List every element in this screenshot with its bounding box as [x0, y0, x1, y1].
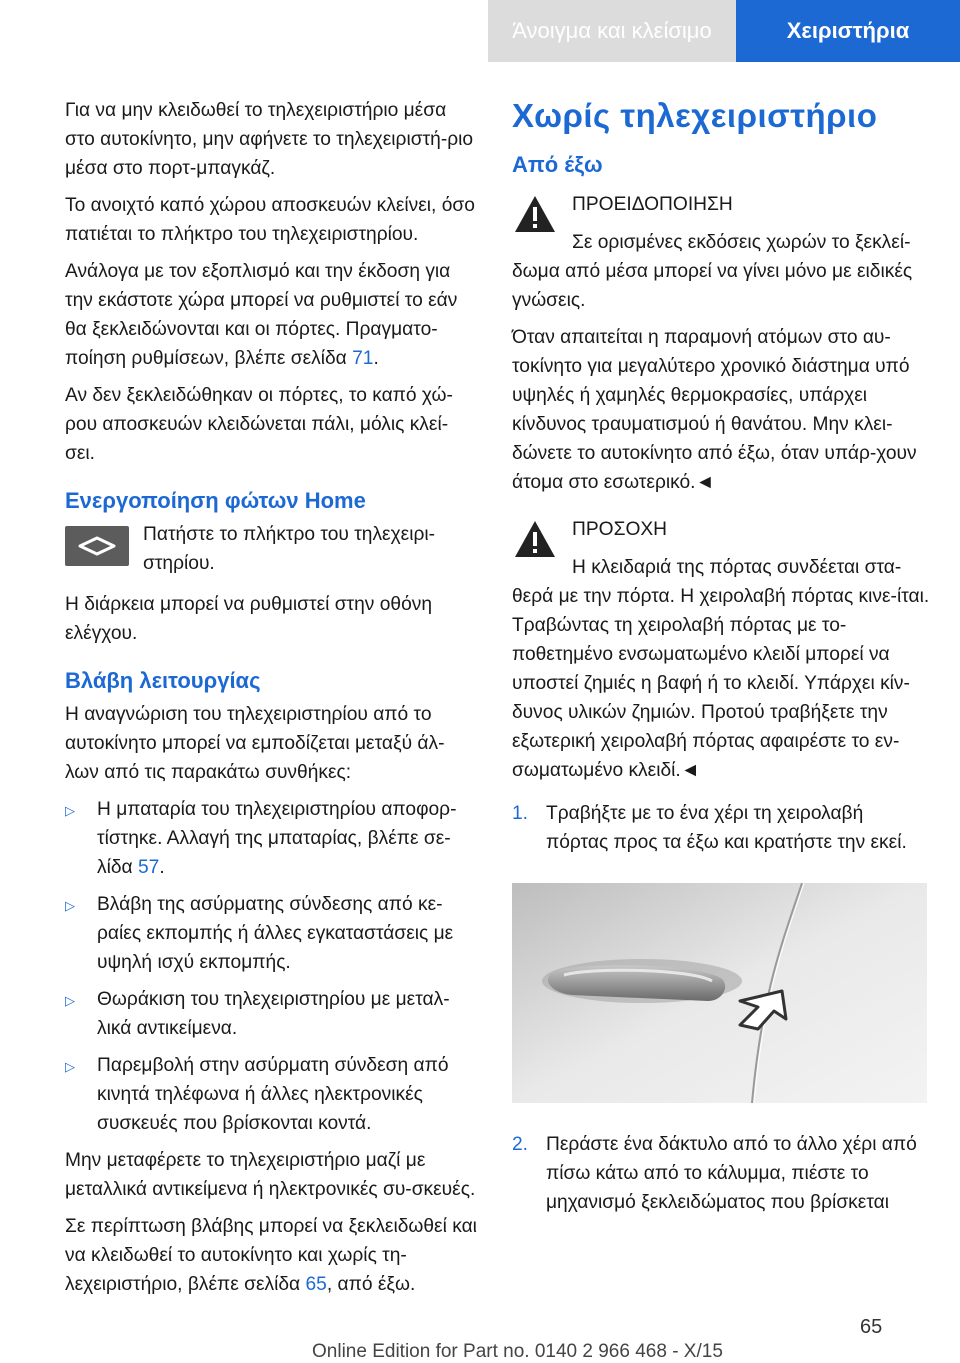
page-title: Χωρίς τηλεχειριστήριο — [512, 97, 878, 134]
list-item: ▷ Θωράκιση του τηλεχειριστηρίου με μεταλ-λικά αντικείμενα. — [65, 985, 477, 1043]
heading-home-lights: Ενεργοποίηση φώτων Home — [65, 488, 366, 513]
bullet-triangle-icon: ▷ — [65, 898, 75, 913]
heading-malfunction: Βλάβη λειτουργίας — [65, 668, 261, 693]
list-item: ▷ Παρεμβολή στην ασύρματη σύνδεση από κινητά τηλέφωνα ή άλλες ηλεκτρονικές συσκευές που βρίσκονται κοντά. — [65, 1051, 477, 1138]
caution-text: Η κλειδαριά της πόρτας συνδέεται στα-θερά με την πόρτα. Η χειρολαβή πόρτας κινε-ίται. Τραβώντας τη χειρολαβή πόρτας με το-ποθετημένο ενσωματωμένο κλειδί μπορεί να υποστεί ζημιές η βαφή ή το κλειδί. Υπάρχει κίν-δυνος υλικών ζημιών. Προτού τραβήξετε την εξωτερική χειρολαβή πόρτας αφαιρέστε το εν-σωματωμένο κλειδί.◄ — [512, 557, 930, 781]
paragraph: Το ανοιχτό καπό χώρου αποσκευών κλείνει, όσο πατιέται το πλήκτρο του τηλεχειριστηρίου. — [65, 195, 475, 245]
paragraph: Σε περίπτωση βλάβης μπορεί να ξεκλειδωθεί και να κλειδωθεί το αυτοκίνητο και χωρίς τη-λεχειριστήριο, βλέπε σελίδα 65, από έξω. — [65, 1216, 477, 1295]
warning-text: Σε ορισμένες εκδόσεις χωρών το ξεκλεί-δωμα από μέσα μπορεί να γίνει μόνο με ειδικές γνώσεις. — [512, 232, 913, 311]
subheading-outside: Από έξω — [512, 152, 603, 177]
paragraph: Μην μεταφέρετε το τηλεχειριστήριο μαζί με μεταλλικά αντικείμενα ή ηλεκτρονικές συ-σκευές. — [65, 1150, 476, 1200]
caution-icon — [512, 517, 558, 561]
header-section: Άνοιγμα και κλείσιμο — [488, 0, 736, 62]
step-item — [512, 799, 930, 857]
home-text: Πατήστε το πλήκτρο του τηλεχειρι-στηρίου. — [143, 524, 436, 574]
warning-label: ΠΡΟΕΙΔΟΠΟΙΗΣΗ — [572, 194, 733, 215]
paragraph: Η διάρκεια μπορεί να ρυθμιστεί στην οθόνη ελέγχου. — [65, 594, 433, 644]
step-text: Περάστε ένα δάκτυλο από το άλλο χέρι από πίσω κάτω από το κάλυμμα, πιέστε το μηχανισμό ξεκλειδώματος που βρίσκεται — [546, 1134, 917, 1213]
home-instruction — [65, 520, 477, 578]
header-chapter: Χειριστήρια — [736, 0, 960, 62]
paragraph: Ανάλογα με τον εξοπλισμό και την έκδοση για την εκάστοτε χώρα μπορεί να ρυθμιστεί το εάν θα ξεκλειδώνονται και οι πόρτες. Πραγματο-ποίηση ρυθμίσεων, βλέπε σελίδα 71. — [65, 261, 458, 369]
step-number: 1. — [512, 803, 529, 824]
home-button-icon — [65, 526, 129, 566]
edition-footer: Online Edition for Part no. 0140 2 966 468 - X/15 — [312, 1341, 723, 1362]
page-link[interactable]: 57 — [137, 857, 160, 878]
paragraph: Η αναγνώριση του τηλεχειριστηρίου από το αυτοκίνητο μπορεί να εμποδίζεται μεταξύ άλ-λων από τις παρακάτω συνθήκες: — [65, 704, 445, 783]
left-column — [65, 96, 477, 1307]
warning-icon — [512, 192, 558, 236]
page-number: 65 — [860, 1316, 883, 1338]
bullet-triangle-icon: ▷ — [65, 1059, 75, 1074]
page-link[interactable]: 71 — [352, 348, 374, 369]
list-item: ▷ Βλάβη της ασύρματης σύνδεσης από κε-ραίες εκπομπής ή άλλες εγκαταστάσεις με υψηλή ισχύ εκπομπής. — [65, 890, 477, 977]
caution-label: ΠΡΟΣΟΧΗ — [572, 519, 668, 540]
paragraph: Για να μην κλειδωθεί το τηλεχειριστήριο μέσα στο αυτοκίνητο, μην αφήνετε το τηλεχειριστή-ριο μέσα στο πορτ-μπαγκάζ. — [65, 100, 474, 179]
step-item — [512, 1130, 930, 1217]
bullet-triangle-icon: ▷ — [65, 803, 75, 818]
page-link[interactable]: 65 — [305, 1274, 327, 1295]
step-text: Τραβήξτε με το ένα χέρι τη χειρολαβή πόρτας προς τα έξω και κρατήστε την εκεί. — [546, 803, 907, 853]
door-handle-photo — [512, 883, 927, 1103]
right-column — [512, 96, 930, 1225]
list-item: ▷ Η μπαταρία του τηλεχειριστηρίου αποφορ-τίστηκε. Αλλαγή της μπαταρίας, βλέπε σε-λίδα 57. — [65, 795, 477, 882]
bullet-triangle-icon: ▷ — [65, 993, 75, 1008]
paragraph: Όταν απαιτείται η παραμονή ατόμων στο αυ-τοκίνητο για μεγαλύτερο χρονικό διάστημα υπό υψηλές ή χαμηλές θερμοκρασίες, υπάρχει κίνδυνος τραυματισμού ή θανάτου. Μην κλει-δώνετε το αυτοκίνητο από έξω, όταν υπάρ-χουν άτομα στο εσωτερικό.◄ — [512, 327, 917, 493]
step-number: 2. — [512, 1134, 529, 1155]
paragraph: Αν δεν ξεκλειδώθηκαν οι πόρτες, το καπό χώ-ρου αποσκευών κλειδώνεται πάλι, μόλις κλεί-σει. — [65, 385, 453, 464]
